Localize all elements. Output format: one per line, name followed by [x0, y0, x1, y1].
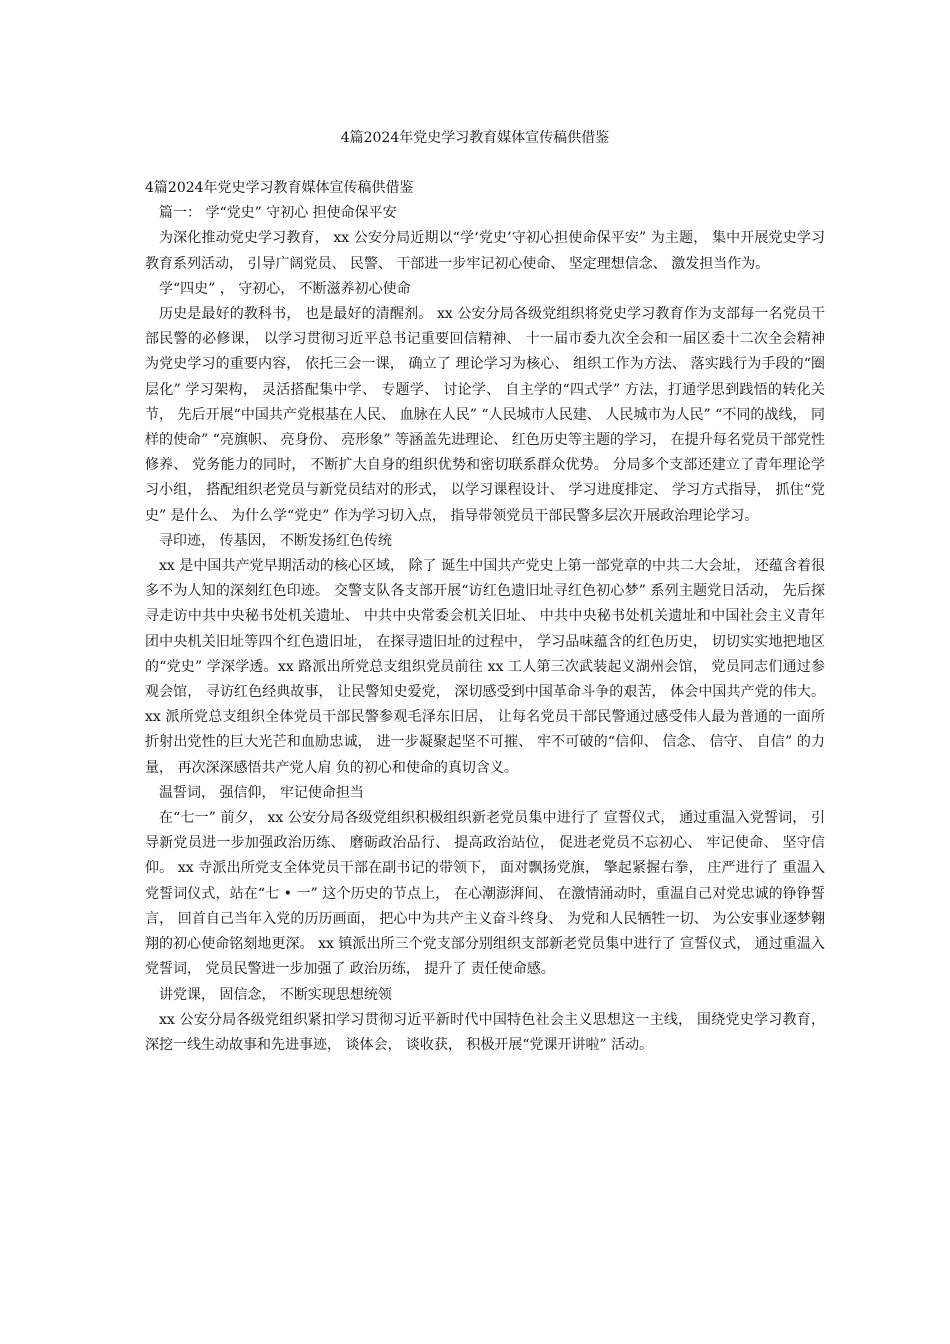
section-heading: 寻印迹， 传基因， 不断发扬红色传统 — [159, 532, 392, 549]
document-subtitle: 4篇2024年党史学习教育媒体宣传稿供借鉴 — [145, 180, 414, 196]
section-heading: 讲党课， 固信念， 不断实现思想统领 — [159, 986, 392, 1003]
part-heading: 篇一： 学“党史” 守初心 担使命保平安 — [159, 205, 397, 222]
section-paragraph: xx 公安分局各级党组织紧扣学习贯彻习近平新时代中国特色社会主义思想这一主线， 围绕党史学习教育， 深挖一线生动故事和先进事迹， 谈体会， 谈收获， 积极开展“党课开讲啦” 活动。 — [145, 1011, 825, 1053]
section-paragraph: 在“七一” 前夕， xx 公安分局各级党组织积极组织新老党员集中进行了 宣誓仪式， 通过重温入党誓词， 引导新党员进一步加强政治历练、 磨砺政治品行、 提高政治站位， 促进老党员不忘初心、 牢记使命、 坚守信仰。 xx 寺派出所党支全体党员干部在副书记的带领下， 面对飘扬党旗， 擎起紧握右拳， 庄严进行了 重温入党誓词仪式，站在“七 • 一” 这个历史的节点上， 在心潮澎湃间、 在激情涌动时，重温自己对党忠诚的铮铮誓言， 回首自己当年入党的历历画面， 把心中为共产主义奋斗终身、 为党和人民牺牲一切、 为公安事业逐梦翱翔的初心使命铭刻地更深。 xx 镇派出所三个党支部分别组织支部新老党员集中进行了 宣誓仪式， 通过重温入党誓词， 党员民警进一步加强了 政治历练， 提升了 责任使命感。 — [145, 810, 825, 978]
section-heading: 温誓词， 强信仰， 牢记使命担当 — [159, 784, 364, 801]
section-heading: 学“四史” ， 守初心， 不断滋养初心使命 — [159, 280, 411, 297]
intro-paragraph: 为深化推动党史学习教育， xx 公安分局近期以“学‘党史’守初心担使命保平安” 为主题， 集中开展党史学习教育系列活动， 引导广阔党员、 民警、 干部进一步牢记初心使命、 坚定理想信念、 激发担当作为。 — [145, 230, 825, 272]
section-paragraph: xx 是中国共产党早期活动的核心区域， 除了 诞生中国共产党史上第一部党章的中共二大会址， 还蕴含着很多不为人知的深刻红色印迹。 交警支队各支部开展“访红色遗旧址寻红色初心梦” 系列主题党日活动， 先后探寻走访中共中央秘书处机关遗址、 中共中央常委会机关旧址、 中共中央秘书处机关遗址和中国社会主义青年团中央机关旧址等四个红色遗旧址， 在探寻遗旧址的过程中， 学习品味蕴含的红色历史， 切切实实地把地区的“党史” 学深学透。xx 路派出所党总支组织党员前往 xx 工人第三次武装起义湖州会馆， 党员同志们通过参观会馆， 寻访红色经典故事， 让民警知史爱党， 深切感受到中国革命斗争的艰苦， 体会中国共产党的伟大。 xx 派所党总支组织全体党员干部民警参观毛泽东旧居， 让每名党员干部民警通过感受伟人最为普通的一面所折射出党性的巨大光芒和血励忠诚， 进一步凝聚起坚不可摧、 牢不可破的“信仰、 信念、 信守、 自信” 的力量， 再次深深感悟共产党人肩 负的初心和使命的真切含义。 — [145, 558, 825, 776]
document-body — [145, 176, 825, 1058]
section-paragraph: 历史是最好的教科书， 也是最好的清醒剂。 xx 公安分局各级党组织将党史学习教育作为支部每一名党员干部民警的必修课， 以学习贯彻习近平总书记重要回信精神、 十一届市委九次全会和一届区委十二次全会精神为党史学习的重要内容， 依托三会一课， 确立了 理论学习为核心、 组织工作为方法、 落实践行为手段的“圈层化” 学习架构， 灵活搭配集中学、 专题学、 讨论学、 自主学的“四式学” 方法，打通学思到践悟的转化关节， 先后开展“中国共产党根基在人民、 血脉在人民” “人民城市人民建、 人民城市为人民” “不同的战线， 同样的使命” “亮旗帜、 亮身份、 亮形象” 等涵盖先进理论、 红色历史等主题的学习， 在提升每名党员干部党性修养、 党务能力的同时， 不断扩大自身的组织优势和密切联系群众优势。 分局多个支部还建立了青年理论学习小组， 搭配组织老党员与新党员结对的形式， 以学习课程设计、 学习进度排定、 学习方式指导， 抓住“党史” 是什么、 为什么学“党史” 作为学习切入点， 指导带领党员干部民警多层次开展政治理论学习。 — [145, 306, 825, 524]
document-title: 4篇2024年党史学习教育媒体宣传稿供借鉴 — [340, 130, 610, 146]
